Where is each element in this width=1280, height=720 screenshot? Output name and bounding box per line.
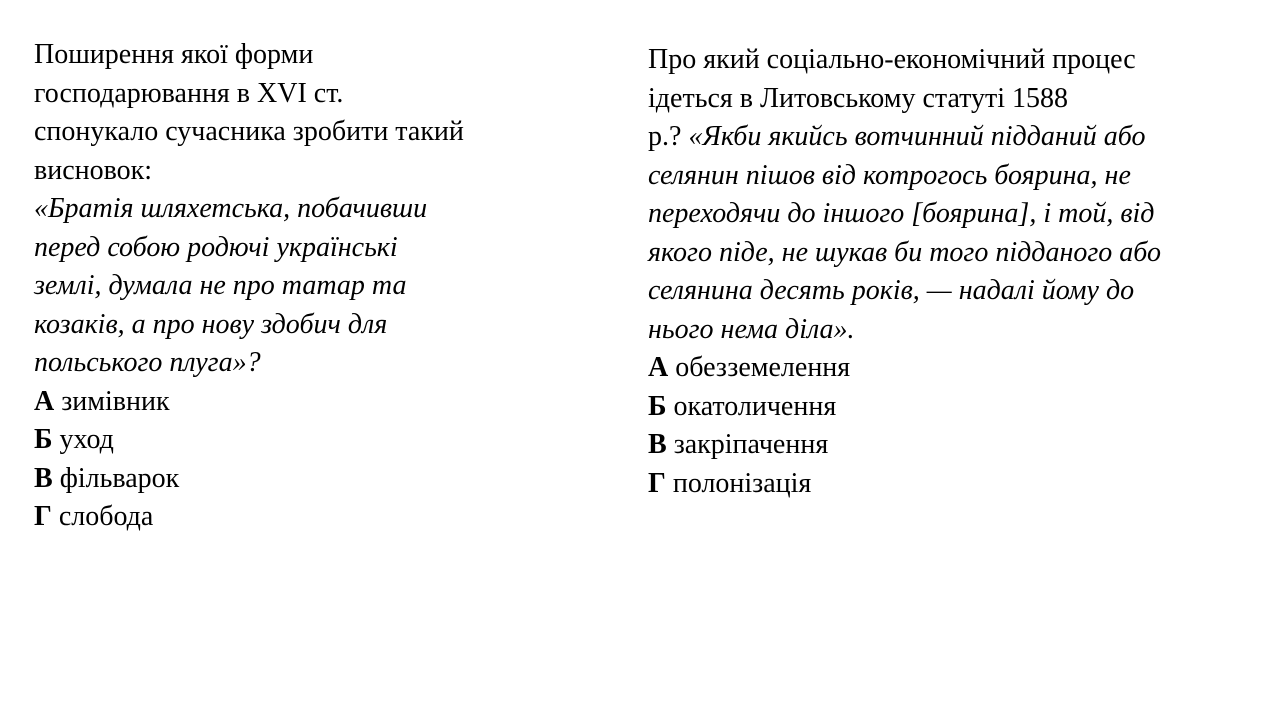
- question-line: Поширення якої форми: [34, 39, 314, 70]
- option-text: окатоличення: [673, 390, 837, 422]
- question-tail: р.?: [648, 121, 682, 152]
- answer-option-b: [648, 388, 1258, 427]
- option-letter: Г: [648, 467, 666, 499]
- answer-option-c: [648, 426, 1258, 465]
- option-text: полонізація: [672, 467, 812, 499]
- question-line: спонукало сучасника зробити такий: [34, 116, 464, 147]
- option-letter: Б: [34, 424, 53, 455]
- option-letter: А: [648, 352, 669, 383]
- question-quote-line: [648, 118, 1258, 157]
- quote-line: землі, думала не про татар та: [34, 270, 407, 301]
- option-letter: А: [34, 385, 55, 417]
- answer-option-b: [34, 421, 544, 460]
- option-letter: Б: [648, 390, 667, 422]
- question-line: ідеться в Литовському статуті 1588: [648, 82, 1069, 114]
- option-text: слобода: [58, 501, 154, 532]
- question-line: висновок:: [34, 154, 153, 186]
- quote-line: селянина десять років, — надалі йому до: [648, 275, 1135, 306]
- quote-line: «Братія шляхетська, побачивши: [34, 193, 428, 224]
- option-text: фільварок: [59, 462, 180, 494]
- answer-option-a: [34, 383, 544, 422]
- question-right: [648, 41, 1258, 503]
- option-text: обезземелення: [675, 352, 851, 383]
- quote-line: перед собою родючі українські: [34, 231, 398, 263]
- answer-option-c: [34, 460, 544, 499]
- quote-line: переходячи до іншого [боярина], і той, від: [648, 198, 1155, 229]
- option-letter: В: [648, 429, 667, 460]
- question-line: господарювання в XVI ст.: [34, 77, 344, 109]
- answer-option-d: [648, 465, 1258, 504]
- quote-line: козаків, а про нову здобич для: [34, 308, 388, 340]
- quote-line: польського плуга»?: [34, 347, 261, 378]
- option-letter: Г: [34, 501, 52, 532]
- option-letter: В: [34, 462, 53, 494]
- option-text: закріпачення: [673, 429, 829, 460]
- answer-option-a: [648, 349, 1258, 388]
- question-line: Про який соціально-економічний процес: [648, 44, 1136, 75]
- quote-line: якого піде, не шукав би того підданого або: [648, 236, 1161, 268]
- option-text: уход: [59, 424, 114, 455]
- question-left: [34, 36, 544, 537]
- quote-line: нього нема діла».: [648, 313, 855, 345]
- answer-option-d: [34, 498, 544, 537]
- quote-line: селянин пішов від котрогось боярина, не: [648, 159, 1131, 191]
- quote-start: «Якби якийсь вотчинний підданий або: [688, 121, 1146, 152]
- option-text: зимівник: [61, 385, 170, 417]
